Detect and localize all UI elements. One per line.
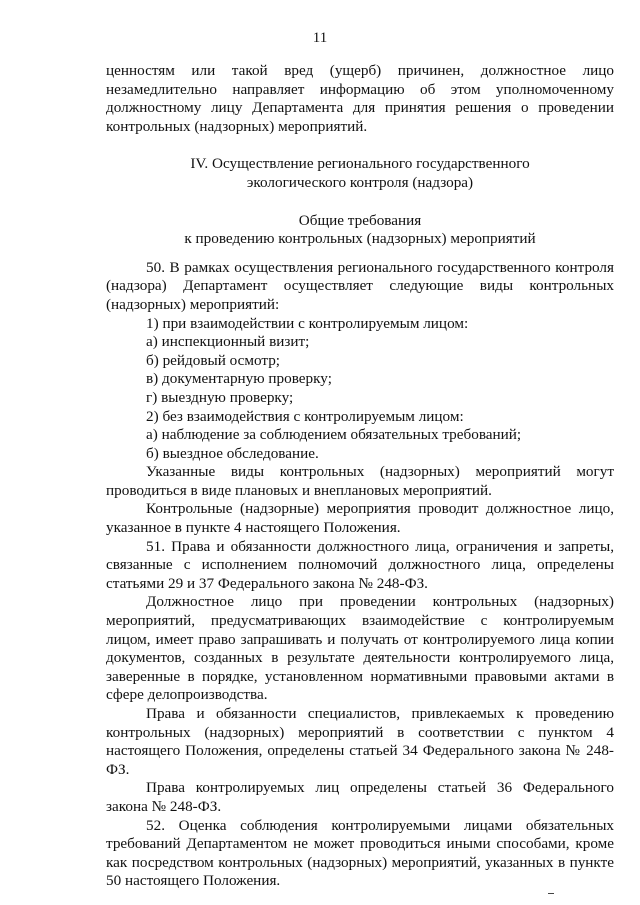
section-heading-line-2: экологического контроля (надзора) [246, 173, 474, 191]
section-heading [106, 155, 614, 192]
list-item: а) инспекционный визит; [146, 333, 310, 351]
paragraph-52: 52. Оценка соблюдения контролируемыми лицами обязательных требований Департаментом не может проводиться иными способами, кроме как посредством контрольных (надзорных) мероприятий, указанных в пункте 50 настоящего Положения. [106, 816, 614, 890]
paragraph-50: 50. В рамках осуществления регионального государственного контроля (надзора) Департамент осуществляет следующие виды контрольных (надзорных) мероприятий: [106, 258, 614, 313]
paragraph: Права контролируемых лиц определены статьей 36 Федерального закона № 248-ФЗ. [106, 779, 614, 815]
paragraph: Указанные виды контрольных (надзорных) мероприятий могут проводиться в виде плановых и внеплановых мероприятий. [106, 463, 614, 499]
section-heading-line-1: IV. Осуществление регионального государственного [190, 155, 530, 173]
list-item: а) наблюдение за соблюдением обязательных требований; [146, 426, 522, 444]
subheading [106, 212, 614, 249]
paragraph: Права и обязанности специалистов, привлекаемых к проведению контрольных (надзорных) мероприятий в соответствии с пунктом 4 настоящего Положения, определены статьей 34 Федерального закона № 248-ФЗ. [106, 705, 614, 778]
document-body [106, 62, 614, 891]
list-item: б) выездное обследование. [146, 444, 319, 462]
page-number: 11 [312, 30, 328, 46]
subheading-line-2: к проведению контрольных (надзорных) мероприятий [184, 230, 536, 248]
paragraph: Контрольные (надзорные) мероприятия проводит должностное лицо, указанное в пункте 4 настоящего Положения. [106, 500, 614, 537]
list-item: 2) без взаимодействия с контролируемым лицом: [146, 407, 464, 425]
subheading-line-1: Общие требования [298, 211, 422, 229]
list-item: в) документарную проверку; [146, 370, 332, 388]
list-item: 1) при взаимодействии с контролируемым лицом: [146, 314, 469, 332]
scan-mark [548, 893, 554, 894]
list-item: г) выездную проверку; [146, 388, 294, 406]
list-item: б) рейдовый осмотр; [146, 351, 281, 369]
paragraph-51: 51. Права и обязанности должностного лица, ограничения и запреты, связанные с исполнением полномочий должностного лица, определены статьями 29 и 37 Федерального закона № 248-ФЗ. [106, 537, 614, 592]
intro-paragraph: ценностям или такой вред (ущерб) причинен, должностное лицо незамедлительно направляет информацию об этом уполномоченному должностному лицу Департамента для принятия решения о проведении контрольных (надзорных) мероприятий. [106, 62, 614, 135]
paragraph: Должностное лицо при проведении контрольных (надзорных) мероприятий, предусматривающих взаимодействие с контролируемым лицом, имеет право запрашивать и получать от контролируемого лица копии документов, созданных в результате деятельности контролируемого лица, заверенные в порядке, установленном нормативными правовыми актами в сфере делопроизводства. [106, 593, 614, 704]
